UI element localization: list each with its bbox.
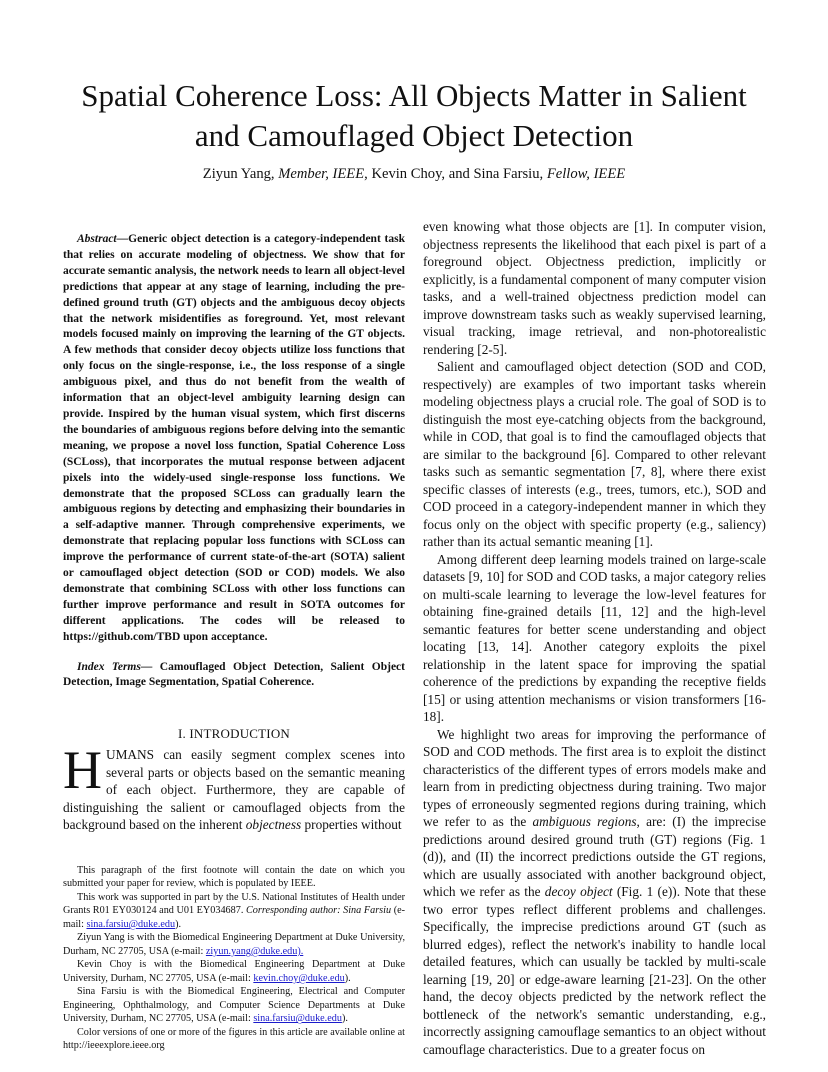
title-line-2: and Camouflaged Object Detection <box>194 118 634 153</box>
abstract <box>63 232 405 646</box>
footnote-2-emph: Corresponding author: Sina Farsiu <box>246 905 392 917</box>
author-3-role: Fellow, IEEE <box>546 166 626 182</box>
footnote-3-text: Ziyun Yang is with the Biomedical Engineering Department at Duke University, Durham, NC 27705, USA (e-mail: <box>63 932 405 957</box>
footnote-2 <box>63 891 405 932</box>
footnote-2-text-b: (e-mail: <box>63 905 405 930</box>
intro-paragraph <box>63 740 405 834</box>
paper-title <box>40 76 788 156</box>
index-terms <box>63 660 405 692</box>
footnote-5 <box>63 985 405 1026</box>
email-link-farsiu[interactable]: sina.farsiu@duke.edu <box>86 918 176 930</box>
right-paragraph-4 <box>423 726 766 1059</box>
abstract-text: Generic object detection is a category-independent task that relies on accurate modeling of objectness. We show that for accurate semantic analysis, the network needs to learn all object-level predictions that appear at any stage of learning, including the pre-defined ground truth (GT) objects and the ambiguous decoy objects that the network misidentifies as foreground. Yet, most relevant models focused mainly on improving the learning of the GT objects. A few methods that consider decoy objects utilize loss functions that only focus on the single-response, i.e., the loss response of a single ambiguous pixel, and thus do not benefit from the wealth of information that an object-level ambiguity learning design can provide. Inspired by the human visual system, which first discerns the boundaries of ambiguous regions before delving into the semantic meaning, we propose a novel loss function, Spatial Coherence Loss (SCLoss), that incorporates the mutual response between adjacent pixels into the widely-used single-response loss functions. We demonstrate that the proposed SCLoss can gradually learn the ambiguous regions by detecting and emphasizing their boundaries in a self-adaptive manner. Through comprehensive experiments, we demonstrate that replacing popular loss functions with SCLoss can improve the performance of current state-of-the-art (SOTA) salient or camouflaged object detection (SOD or COD) models. We also demonstrate that combining SCLoss with other loss functions can further improve performance and result in SOTA outcomes for different applications. The codes will be released to https://github.com/TBD upon acceptance. <box>63 233 405 643</box>
abstract-lead: Abstract— <box>77 233 129 245</box>
email-link-yang[interactable]: ziyun.yang@duke.edu). <box>205 945 304 957</box>
right-paragraph-4-text-a: We highlight two areas for improving the performance of SOD and COD methods. The first area is to exploit the distinct characteristics of the different types of errors models make and learn from in predicting objectness during training. Two major types of erroneously segmented regions during training, which we refer to as the <box>423 726 766 829</box>
footnote-5-text: Sina Farsiu is with the Biomedical Engineering, Electrical and Computer Engineering, Ophthalmology, and Computer Science Departments at Duke University, Durham, NC 27705, USA (e-mail: <box>63 986 405 1025</box>
right-paragraph-4-emph-2: decoy object <box>544 884 613 899</box>
index-terms-text: Camouflaged Object Detection, Salient Object Detection, Image Segmentation, Spatial Coherence. <box>63 660 405 689</box>
intro-smallcaps: UMANS <box>106 747 155 763</box>
left-column <box>63 218 405 1053</box>
intro-emph: objectness <box>245 817 302 833</box>
footnote-6: Color versions of one or more of the figures in this article are available online at http://ieeexplore.ieee.org <box>63 1026 405 1052</box>
author-line <box>40 165 788 183</box>
right-column <box>423 218 766 1058</box>
author-1: Ziyun Yang, <box>202 166 275 182</box>
right-paragraph-4-text-c: (Fig. 1 (e)). Note that these two error types reflect different problems and challenges. Specifically, the imprecise predictions around GT (such as blurred edges), reflect the network's inability to handle local detailed features, which can usually be tackled by multi-scale learning [19, 20] or edge-aware learning [21-23]. On the other hand, the decoy objects predicted by the network reflect the bottleneck of the network's semantic understanding, e.g., incorrectly assigning camouflage semantics to an object without camouflage characteristics. Due to a greater focus on <box>423 884 766 1057</box>
section-heading-introduction: I. INTRODUCTION <box>177 726 291 742</box>
footnote-1: This paragraph of the first footnote will contain the date on which you submitted your paper for review, which is populated by IEEE. <box>63 864 405 890</box>
author-2-3: , Kevin Choy, and Sina Farsiu, <box>364 166 544 182</box>
index-terms-lead: Index Terms— <box>77 660 153 673</box>
right-paragraph-2: Salient and camouflaged object detection (SOD and COD, respectively) are examples of two important tasks wherein modeling objectness plays a crucial role. The goal of SOD is to distinguish the most eye-catching objects from the background, while in COD, that goal is to find the camouflaged objects that are similar to the background [6]. Compared to other relevant tasks such as semantic segmentation [7, 8], where there exist specific classes of interests (e.g., trees, tumors, etc.), SOD and COD proceed in a category-independent manner in which they focus only on the object with specific property (e.g., saliency) rather than its actual semantic meaning [1]. <box>423 359 766 549</box>
author-1-role: Member, IEEE <box>278 166 365 182</box>
title-line-1: Spatial Coherence Loss: All Objects Matter in Salient <box>81 78 747 113</box>
footnote-3 <box>63 931 405 958</box>
footnote-4-text: Kevin Choy is with the Biomedical Engineering Department at Duke University, Durham, NC 27705, USA (e-mail: <box>63 959 405 984</box>
right-paragraph-4-emph-1: ambiguous regions <box>532 814 637 829</box>
footnote-4-text-b: ). <box>344 972 351 984</box>
right-paragraph-1: even knowing what those objects are [1]. In computer vision, objectness represents the likelihood that each pixel is part of a foreground object. Objectness prediction, implicitly or explicitly, is a fundamental component of many computer vision tasks, and a well-trained objectness prediction model can improve downstream tasks such as weakly supervised learning, visual tracking, image retrieval, and non-photorealistic rendering [2-5]. <box>423 219 766 357</box>
drop-cap: H <box>63 740 102 801</box>
intro-text-a: can easily segment complex scenes into several parts or objects based on the semantic meaning of each object. Furthermore, they are capable of distinguishing the salient or camouflaged objects from the background based on the inherent <box>63 747 405 833</box>
footnotes <box>63 864 405 1053</box>
footnote-5-text-b: ). <box>341 1013 348 1025</box>
email-link-choy[interactable]: kevin.choy@duke.edu <box>253 972 345 984</box>
intro-text-b: properties without <box>301 817 402 833</box>
footnote-4 <box>63 958 405 985</box>
right-paragraph-4-text-b: , are: (I) the imprecise predictions around desired ground truth (GT) regions (Fig. 1 (d)), and (II) the incorrect predictions outside the GT regions, which are usually associated with another background object, which we refer as the <box>423 814 766 899</box>
email-link-farsiu-2[interactable]: sina.farsiu@duke.edu <box>253 1013 342 1025</box>
right-paragraph-3: Among different deep learning models trained on large-scale datasets [9, 10] for SOD and COD tasks, a major category relies on multi-scale learning to leverage the low-level features for obtaining fine-grained details [11, 12] and the high-level semantic features for better scene understanding and object locating [13, 14]. Another category exploits the pixel relationship in the latent space for improving the spatial coherence of the predictions by expanding the receptive fields [15] or using attention mechanisms or vision transformers [16-18]. <box>423 551 766 724</box>
footnote-2-text: This work was supported in part by the U.S. National Institutes of Health under Grants R01 EY030124 and U01 EY034687. <box>63 891 405 917</box>
footnote-2-text-c: ). <box>175 918 182 930</box>
